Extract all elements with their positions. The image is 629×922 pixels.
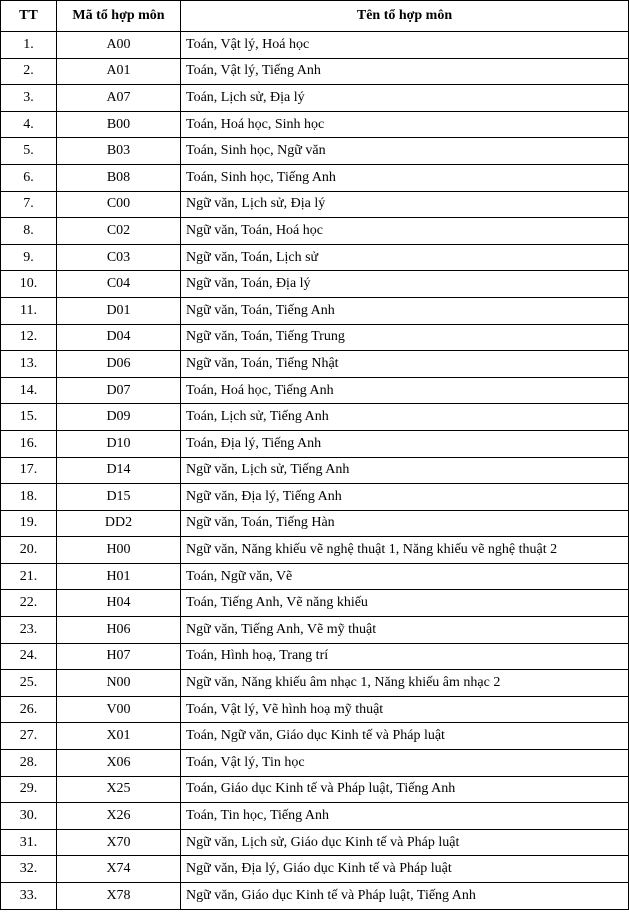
row-number: 26. xyxy=(1,696,57,723)
combination-name: Toán, Hoá học, Tiếng Anh xyxy=(181,377,629,404)
row-number: 8. xyxy=(1,218,57,245)
table-row xyxy=(1,85,629,112)
combination-name: Ngữ văn, Năng khiếu vẽ nghệ thuật 1, Năng khiếu vẽ nghệ thuật 2 xyxy=(181,537,629,564)
combination-name: Toán, Địa lý, Tiếng Anh xyxy=(181,430,629,457)
combination-name: Ngữ văn, Toán, Tiếng Trung xyxy=(181,324,629,351)
combination-name: Toán, Lịch sử, Tiếng Anh xyxy=(181,404,629,431)
table-row xyxy=(1,510,629,537)
table-row xyxy=(1,164,629,191)
table-row xyxy=(1,404,629,431)
row-number: 25. xyxy=(1,670,57,697)
row-number: 2. xyxy=(1,58,57,85)
combination-code: X25 xyxy=(57,776,181,803)
combination-name: Ngữ văn, Địa lý, Tiếng Anh xyxy=(181,484,629,511)
header-code: Mã tổ hợp môn xyxy=(57,1,181,32)
row-number: 31. xyxy=(1,829,57,856)
combination-code: X70 xyxy=(57,829,181,856)
combination-code: D01 xyxy=(57,297,181,324)
table-row xyxy=(1,643,629,670)
combination-code: H06 xyxy=(57,617,181,644)
combination-name: Toán, Sinh học, Tiếng Anh xyxy=(181,164,629,191)
combination-code: A07 xyxy=(57,85,181,112)
table-row xyxy=(1,32,629,59)
combination-name: Ngữ văn, Địa lý, Giáo dục Kinh tế và Pháp luật xyxy=(181,856,629,883)
row-number: 24. xyxy=(1,643,57,670)
row-number: 32. xyxy=(1,856,57,883)
combination-name: Ngữ văn, Tiếng Anh, Vẽ mỹ thuật xyxy=(181,617,629,644)
table-row xyxy=(1,617,629,644)
combination-code: D04 xyxy=(57,324,181,351)
table-row xyxy=(1,138,629,165)
row-number: 12. xyxy=(1,324,57,351)
combination-name: Ngữ văn, Toán, Địa lý xyxy=(181,271,629,298)
row-number: 19. xyxy=(1,510,57,537)
combination-code: H01 xyxy=(57,563,181,590)
table-row xyxy=(1,883,629,910)
combination-name: Toán, Giáo dục Kinh tế và Pháp luật, Tiếng Anh xyxy=(181,776,629,803)
row-number: 15. xyxy=(1,404,57,431)
combination-name: Ngữ văn, Lịch sử, Địa lý xyxy=(181,191,629,218)
combination-name: Toán, Vật lý, Tin học xyxy=(181,750,629,777)
combination-code: V00 xyxy=(57,696,181,723)
combination-name: Toán, Lịch sử, Địa lý xyxy=(181,85,629,112)
table-row xyxy=(1,218,629,245)
combination-code: A00 xyxy=(57,32,181,59)
combination-code: B03 xyxy=(57,138,181,165)
combination-name: Ngữ văn, Toán, Hoá học xyxy=(181,218,629,245)
combination-code: D10 xyxy=(57,430,181,457)
table-row xyxy=(1,377,629,404)
row-number: 27. xyxy=(1,723,57,750)
combination-code: C03 xyxy=(57,244,181,271)
table-row xyxy=(1,723,629,750)
table-row xyxy=(1,457,629,484)
row-number: 5. xyxy=(1,138,57,165)
header-row xyxy=(1,1,629,32)
combination-name: Ngữ văn, Lịch sử, Giáo dục Kinh tế và Pháp luật xyxy=(181,829,629,856)
header-tt: TT xyxy=(1,1,57,32)
combination-name: Toán, Tin học, Tiếng Anh xyxy=(181,803,629,830)
row-number: 9. xyxy=(1,244,57,271)
row-number: 16. xyxy=(1,430,57,457)
row-number: 10. xyxy=(1,271,57,298)
table-row xyxy=(1,297,629,324)
combination-name: Ngữ văn, Giáo dục Kinh tế và Pháp luật, Tiếng Anh xyxy=(181,883,629,910)
row-number: 4. xyxy=(1,111,57,138)
combination-code: B08 xyxy=(57,164,181,191)
table-row xyxy=(1,324,629,351)
combination-name: Ngữ văn, Toán, Tiếng Hàn xyxy=(181,510,629,537)
row-number: 13. xyxy=(1,351,57,378)
combination-name: Toán, Vật lý, Vẽ hình hoạ mỹ thuật xyxy=(181,696,629,723)
table-row xyxy=(1,111,629,138)
header-name: Tên tổ hợp môn xyxy=(181,1,629,32)
combination-name: Toán, Hình hoạ, Trang trí xyxy=(181,643,629,670)
combination-name: Toán, Sinh học, Ngữ văn xyxy=(181,138,629,165)
table-row xyxy=(1,537,629,564)
combination-code: D14 xyxy=(57,457,181,484)
combination-name: Toán, Vật lý, Tiếng Anh xyxy=(181,58,629,85)
table-row xyxy=(1,430,629,457)
row-number: 28. xyxy=(1,750,57,777)
table-row xyxy=(1,271,629,298)
row-number: 1. xyxy=(1,32,57,59)
combination-code: D09 xyxy=(57,404,181,431)
table-row xyxy=(1,750,629,777)
combination-code: H07 xyxy=(57,643,181,670)
table-row xyxy=(1,590,629,617)
row-number: 3. xyxy=(1,85,57,112)
table-row xyxy=(1,670,629,697)
combination-name: Toán, Ngữ văn, Vẽ xyxy=(181,563,629,590)
combination-name: Toán, Hoá học, Sinh học xyxy=(181,111,629,138)
combination-name: Ngữ văn, Năng khiếu âm nhạc 1, Năng khiếu âm nhạc 2 xyxy=(181,670,629,697)
combination-name: Ngữ văn, Toán, Lịch sử xyxy=(181,244,629,271)
table-row xyxy=(1,803,629,830)
combination-code: C02 xyxy=(57,218,181,245)
table-row xyxy=(1,856,629,883)
table-row xyxy=(1,191,629,218)
combination-name: Toán, Vật lý, Hoá học xyxy=(181,32,629,59)
combination-name: Ngữ văn, Lịch sử, Tiếng Anh xyxy=(181,457,629,484)
row-number: 20. xyxy=(1,537,57,564)
combination-code: C00 xyxy=(57,191,181,218)
combination-name: Ngữ văn, Toán, Tiếng Anh xyxy=(181,297,629,324)
combination-name: Toán, Tiếng Anh, Vẽ năng khiếu xyxy=(181,590,629,617)
row-number: 18. xyxy=(1,484,57,511)
combination-code: X26 xyxy=(57,803,181,830)
row-number: 6. xyxy=(1,164,57,191)
row-number: 30. xyxy=(1,803,57,830)
row-number: 29. xyxy=(1,776,57,803)
combination-code: X06 xyxy=(57,750,181,777)
row-number: 23. xyxy=(1,617,57,644)
combination-code: DD2 xyxy=(57,510,181,537)
combination-code: B00 xyxy=(57,111,181,138)
combination-code: X78 xyxy=(57,883,181,910)
combination-code: X74 xyxy=(57,856,181,883)
row-number: 22. xyxy=(1,590,57,617)
combination-code: A01 xyxy=(57,58,181,85)
table-row xyxy=(1,563,629,590)
row-number: 33. xyxy=(1,883,57,910)
combination-name: Toán, Ngữ văn, Giáo dục Kinh tế và Pháp luật xyxy=(181,723,629,750)
combination-code: H04 xyxy=(57,590,181,617)
row-number: 11. xyxy=(1,297,57,324)
table-row xyxy=(1,484,629,511)
row-number: 17. xyxy=(1,457,57,484)
table-row xyxy=(1,776,629,803)
combination-code: D15 xyxy=(57,484,181,511)
combination-code: N00 xyxy=(57,670,181,697)
table-row xyxy=(1,58,629,85)
row-number: 7. xyxy=(1,191,57,218)
combination-code: D06 xyxy=(57,351,181,378)
table-row xyxy=(1,351,629,378)
table-row xyxy=(1,829,629,856)
table-row xyxy=(1,244,629,271)
combination-code: D07 xyxy=(57,377,181,404)
table-row xyxy=(1,696,629,723)
row-number: 14. xyxy=(1,377,57,404)
combination-code: H00 xyxy=(57,537,181,564)
combination-code: C04 xyxy=(57,271,181,298)
row-number: 21. xyxy=(1,563,57,590)
combination-name: Ngữ văn, Toán, Tiếng Nhật xyxy=(181,351,629,378)
combination-code: X01 xyxy=(57,723,181,750)
